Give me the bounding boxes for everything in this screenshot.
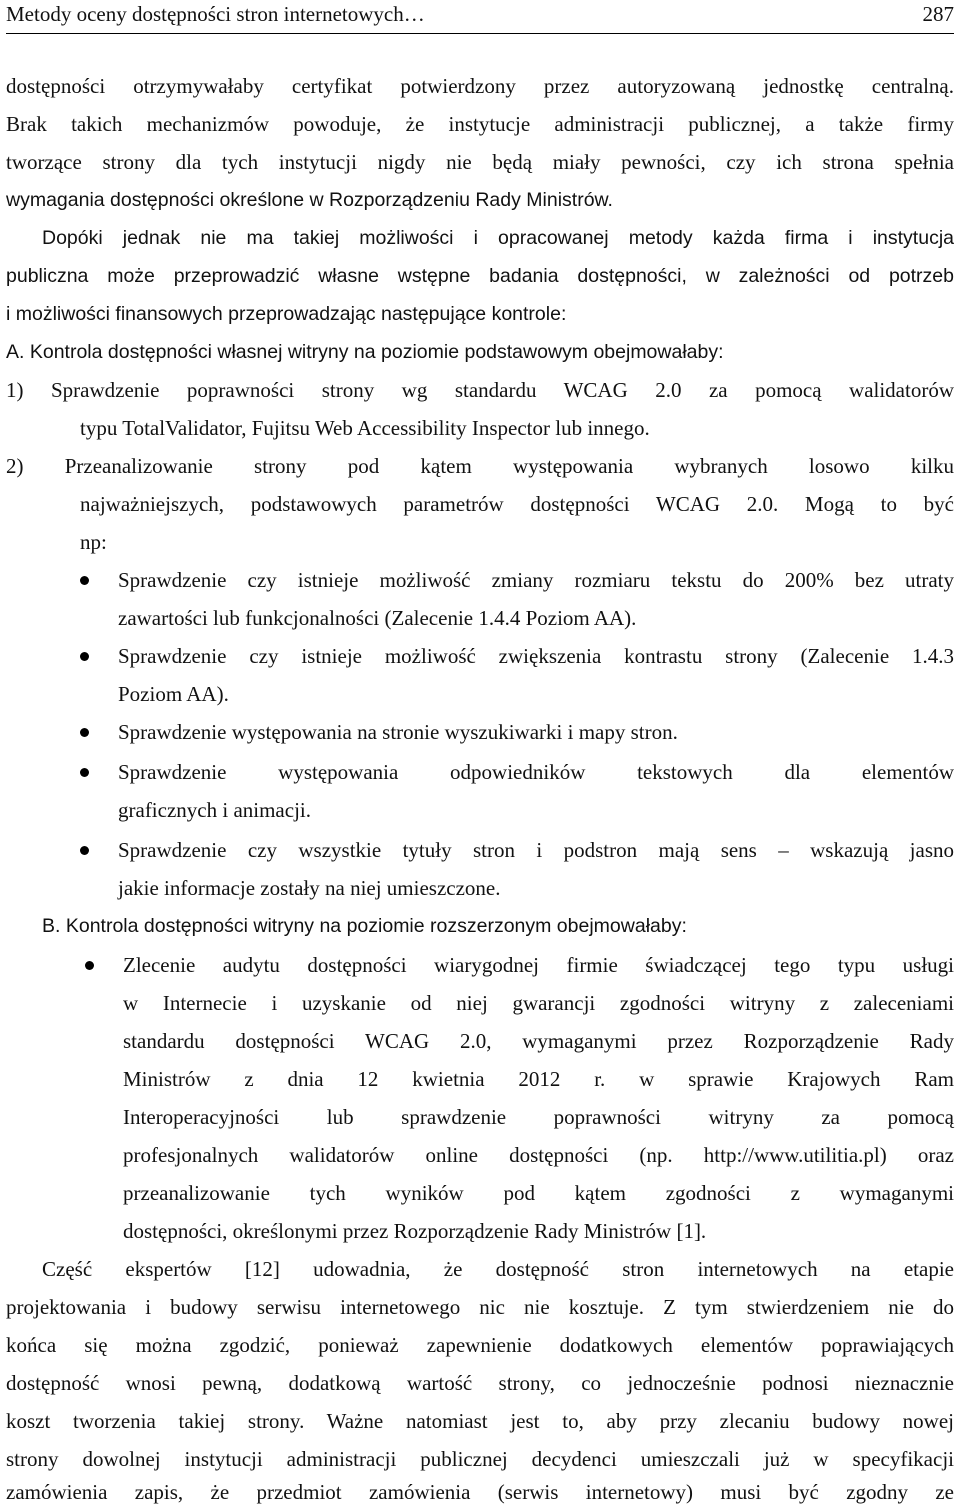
bullet-icon — [80, 652, 89, 661]
text-line: strony dowolnej instytucji administracji publicznej decydenci umieszczali już w specyfikacji — [6, 1447, 954, 1471]
text-line: Brak takich mechanizmów powoduje, że instytucje administracji publicznej, a także firmy — [6, 112, 954, 136]
text-line: profesjonalnych walidatorów online dostępności (np. http://www.utilitia.pl) oraz — [123, 1143, 954, 1167]
bullet-item: Sprawdzenie występowania odpowiedników tekstowych dla elementów — [118, 760, 954, 784]
text-line: dostępność wnosi pewną, dodatkową wartość strony, co jednocześnie podnosi nieznacznie — [6, 1371, 954, 1395]
text-line: najważniejszych, podstawowych parametrów dostępności WCAG 2.0. Mogą to być — [80, 492, 954, 516]
bullet-icon — [80, 576, 89, 585]
bullet-icon — [80, 768, 89, 777]
text-line: tworzące strony dla tych instytucji nigdy nie będą miały pewności, czy ich strona spełnia — [6, 150, 954, 174]
text-line: typu TotalValidator, Fujitsu Web Accessibility Inspector lub innego. — [80, 416, 650, 440]
text-line: zamówienia zapis, że przedmiot zamówienia (serwis internetowy) musi być zgodny ze — [6, 1480, 954, 1504]
bullet-item: Sprawdzenie występowania na stronie wyszukiwarki i mapy stron. — [118, 720, 678, 744]
text-line: graficznych i animacji. — [118, 798, 311, 822]
text-line: końca się można zgodzić, ponieważ zapewnienie dodatkowych elementów poprawiających — [6, 1333, 954, 1357]
bullet-icon — [85, 961, 94, 970]
bullet-item: Zlecenie audytu dostępności wiarygodnej firmie świadczącej tego typu usługi — [123, 953, 954, 977]
numbered-item-1: 1) Sprawdzenie poprawności strony wg standardu WCAG 2.0 za pomocą walidatorów — [6, 378, 954, 402]
text-line: np: — [80, 530, 107, 554]
running-title: Metody oceny dostępności stron internetowych… — [6, 2, 425, 26]
text-line: Interoperacyjności lub sprawdzenie poprawności witryny za pomocą — [123, 1105, 954, 1129]
bullet-item: Sprawdzenie czy wszystkie tytuły stron i podstron mają sens – wskazują jasno — [118, 838, 954, 862]
bullet-item: Sprawdzenie czy istnieje możliwość zmiany rozmiaru tekstu do 200% bez utraty — [118, 568, 954, 592]
text-line: projektowania i budowy serwisu internetowego nic nie kosztuje. Z tym stwierdzeniem nie do — [6, 1295, 954, 1319]
text-line: standardu dostępności WCAG 2.0, wymaganymi przez Rozporządzenie Rady — [123, 1029, 954, 1053]
text-line: i możliwości finansowych przeprowadzając następujące kontrole: — [6, 303, 567, 325]
bullet-icon — [80, 728, 89, 737]
page-number: 287 — [922, 2, 954, 26]
text-line: Ministrów z dnia 12 kwietnia 2012 r. w sprawie Krajowych Ram — [123, 1067, 954, 1091]
section-a-heading: A. Kontrola dostępności własnej witryny na poziomie podstawowym obejmowałaby: — [6, 341, 724, 363]
page-header — [6, 0, 954, 34]
section-b-heading: B. Kontrola dostępności witryny na poziomie rozszerzonym obejmowałaby: — [42, 915, 687, 937]
text-line: wymagania dostępności określone w Rozporządzeniu Rady Ministrów. — [6, 189, 613, 211]
text-line: przeanalizowanie tych wyników pod kątem zgodności z wymaganymi — [123, 1181, 954, 1205]
text-line: koszt tworzenia takiej strony. Ważne natomiast jest to, aby przy zlecaniu budowy nowej — [6, 1409, 954, 1433]
text-line: dostępności otrzymywałaby certyfikat potwierdzony przez autoryzowaną jednostkę centralną. — [6, 74, 954, 98]
text-line: Poziom AA). — [118, 682, 229, 706]
text-line: w Internecie i uzyskanie od niej gwarancji zgodności witryny z zaleceniami — [123, 991, 954, 1015]
text-line: publiczna może przeprowadzić własne wstępne badania dostępności, w zależności od potrzeb — [6, 265, 954, 287]
numbered-item-2: 2) Przeanalizowanie strony pod kątem występowania wybranych losowo kilku — [6, 454, 954, 478]
text-line: jakie informacje zostały na niej umieszczone. — [118, 876, 501, 900]
bullet-item: Sprawdzenie czy istnieje możliwość zwiększenia kontrastu strony (Zalecenie 1.4.3 — [118, 644, 954, 668]
bullet-icon — [80, 846, 89, 855]
text-line: dostępności, określonymi przez Rozporządzenie Rady Ministrów [1]. — [123, 1219, 707, 1243]
text-line: zawartości lub funkcjonalności (Zalecenie 1.4.4 Poziom AA). — [118, 606, 637, 630]
text-line: Dopóki jednak nie ma takiej możliwości i opracowanej metody każda firma i instytucja — [42, 227, 954, 249]
text-line: Część ekspertów [12] udowadnia, że dostępność stron internetowych na etapie — [42, 1257, 954, 1281]
